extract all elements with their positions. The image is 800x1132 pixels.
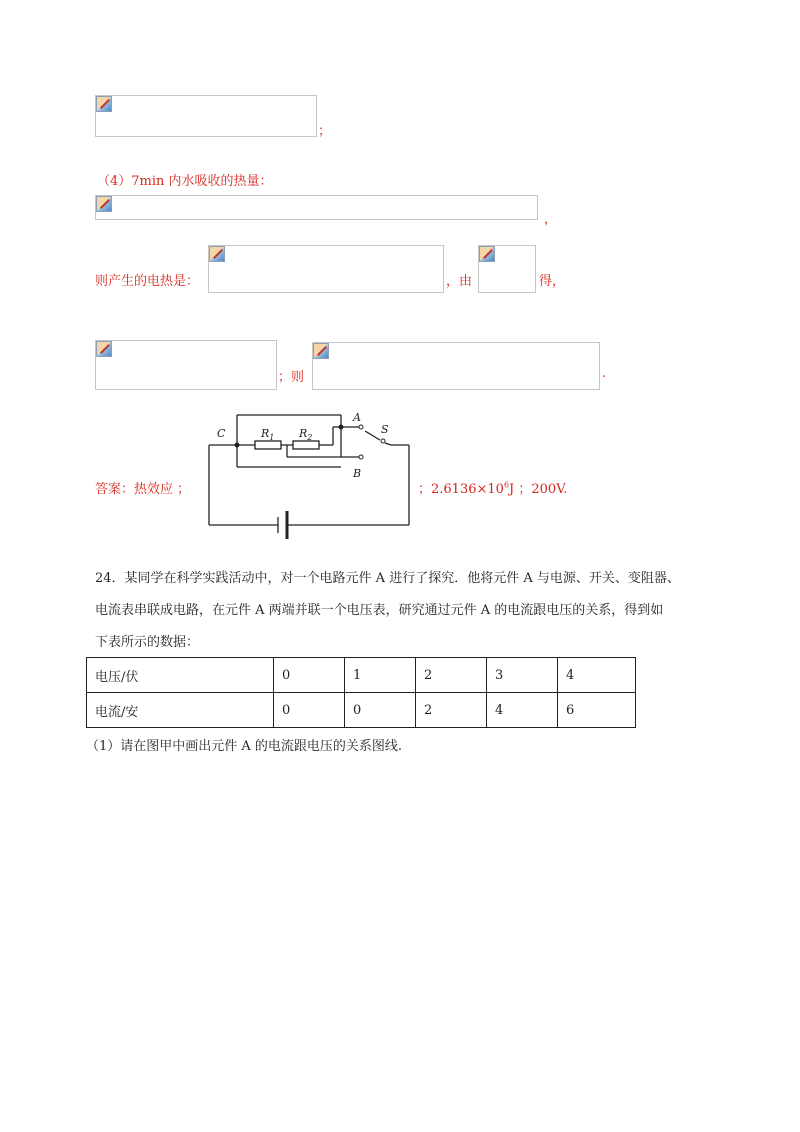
table-cell: 0 [345, 693, 416, 728]
table-cell: 1 [345, 658, 416, 693]
label-b: B [353, 467, 362, 480]
line1-suffix: ； [318, 124, 332, 139]
table-cell: 6 [558, 693, 636, 728]
question24-text [95, 563, 715, 659]
question24-line3: 下表所示的数据： [95, 635, 200, 650]
label-r2: $R_2$ [299, 427, 313, 442]
label-c: C [217, 427, 226, 440]
table-row [87, 693, 636, 728]
formula-image-1 [95, 95, 317, 137]
circuit-diagram [195, 405, 420, 540]
data-table [86, 657, 636, 728]
formula-image-6 [312, 342, 600, 390]
line4-mid: ；则 [278, 370, 305, 385]
answer-result-exp: 6 [503, 480, 510, 490]
broken-image-icon [313, 343, 329, 359]
row-header: 电流/安 [87, 693, 274, 728]
table-cell: 0 [274, 658, 345, 693]
step4-label: （4）7min 内水吸收的热量： [97, 174, 273, 189]
broken-image-icon [96, 96, 112, 112]
formula-image-4 [478, 245, 536, 293]
table-row [87, 658, 636, 693]
broken-image-icon [479, 246, 495, 262]
row-header: 电压/伏 [87, 658, 274, 693]
table-cell: 4 [487, 693, 558, 728]
label-s: S [381, 423, 389, 436]
answer-result [418, 478, 567, 497]
broken-image-icon [96, 341, 112, 357]
sub-question-1: （1）请在图甲中画出元件 A 的电流跟电压的关系图线. [86, 739, 403, 754]
formula-image-3 [208, 245, 444, 293]
line3-end: 得， [539, 274, 566, 289]
table-cell: 2 [416, 658, 487, 693]
table-cell: 0 [274, 693, 345, 728]
line3-label: 则产生的电热是： [95, 274, 200, 289]
answer-result-a: ；2.6136×10 [418, 482, 504, 497]
label-r1: $R_1$ [261, 427, 275, 442]
formula-image-2 [95, 195, 538, 220]
table-cell: 4 [558, 658, 636, 693]
label-a: A [353, 411, 361, 424]
answer-result-b: J ；200V. [509, 482, 568, 497]
line4-end: . [602, 366, 607, 381]
table-cell: 3 [487, 658, 558, 693]
formula-image-5 [95, 340, 277, 390]
question24-line2: 电流表串联成电路，在元件 A 两端并联一个电压表，研究通过元件 A 的电流跟电压的关系，得到如 [95, 603, 664, 618]
step4-suffix: ， [544, 212, 558, 227]
table-cell: 2 [416, 693, 487, 728]
answer-label: 答案：热效应 ； [95, 482, 191, 497]
line3-mid: ，由 [446, 274, 473, 289]
question24-line1: 24．某同学在科学实践活动中，对一个电路元件 A 进行了探究．他将元件 A 与电源、开关、变阻器、 [95, 571, 680, 586]
broken-image-icon [96, 196, 112, 212]
broken-image-icon [209, 246, 225, 262]
